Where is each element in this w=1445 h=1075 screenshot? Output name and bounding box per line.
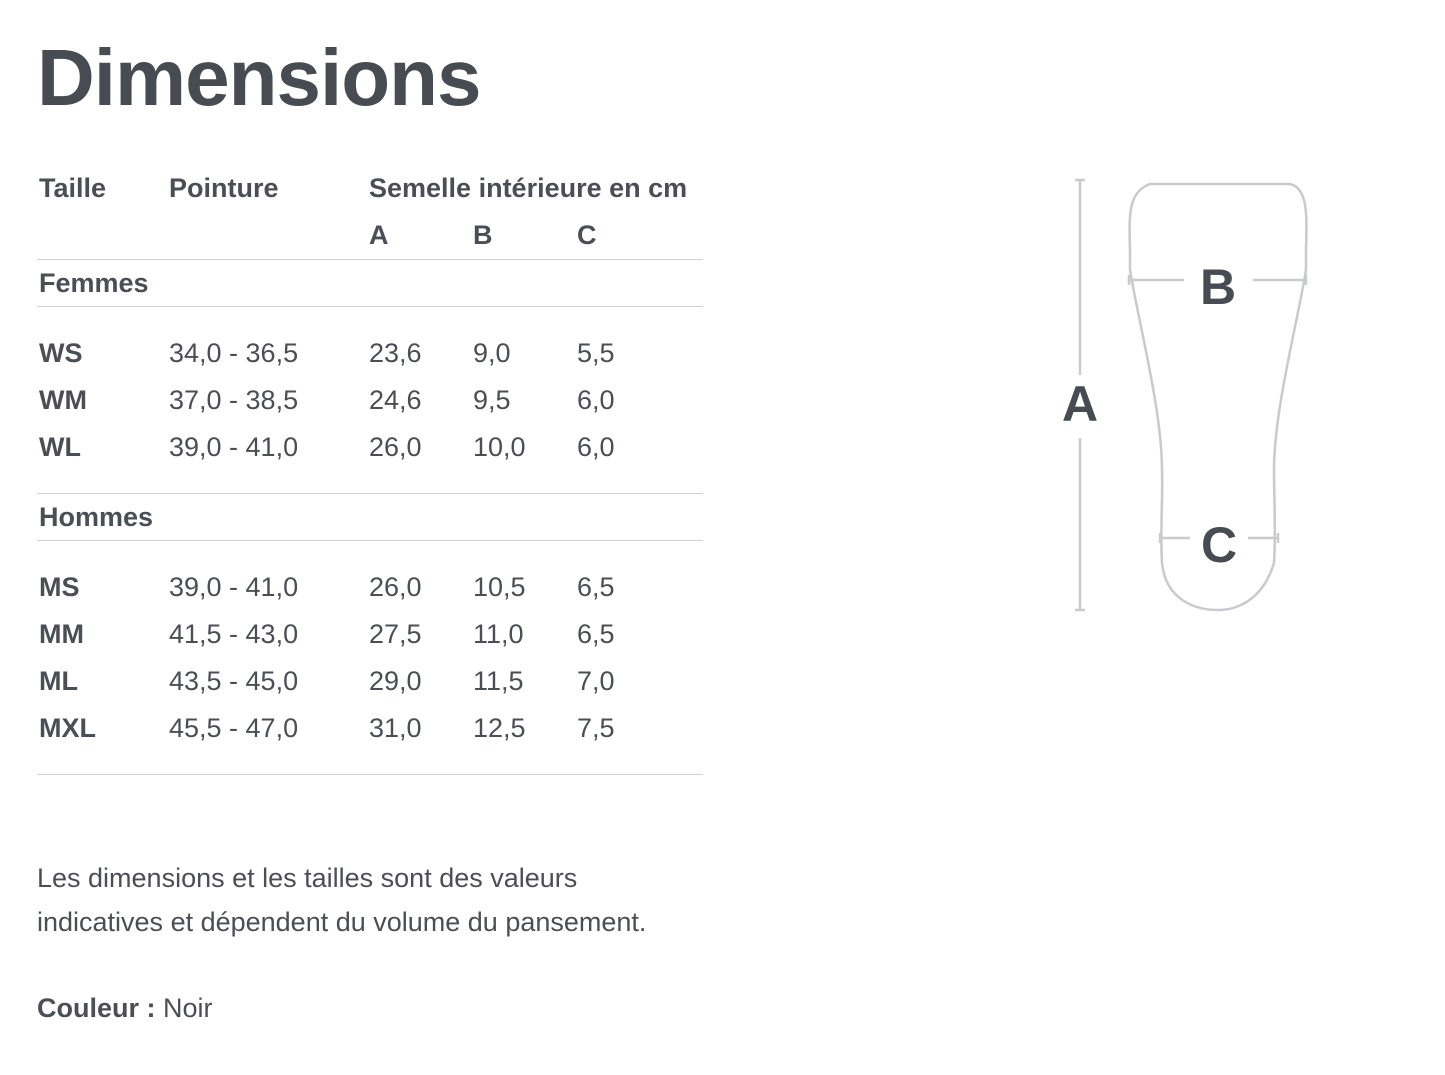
- insole-diagram: [1040, 170, 1330, 620]
- shoe-cell: 41,5 - 43,0: [169, 619, 299, 649]
- a-cell: 24,6: [369, 385, 422, 415]
- group-label: Femmes: [37, 260, 703, 307]
- table-subheader-row: [37, 212, 703, 260]
- table-header-row: [37, 165, 703, 212]
- c-cell: 6,0: [577, 432, 615, 462]
- size-cell: MS: [39, 572, 80, 602]
- table-row: [37, 705, 703, 752]
- size-note: Les dimensions et les tailles sont des valeurs indicatives et dépendent du volume du pansement.: [37, 863, 647, 937]
- table-row: [37, 658, 703, 705]
- shoe-cell: 34,0 - 36,5: [169, 338, 299, 368]
- c-cell: 6,5: [577, 572, 615, 602]
- shoe-cell: 45,5 - 47,0: [169, 713, 299, 743]
- diagram-label-b: B: [1199, 259, 1237, 315]
- table-row: [37, 424, 703, 471]
- c-cell: 7,0: [577, 666, 615, 696]
- size-cell: WM: [39, 385, 87, 415]
- header-a: A: [367, 212, 471, 260]
- shoe-cell: 43,5 - 45,0: [169, 666, 299, 696]
- size-cell: MM: [39, 619, 84, 649]
- size-cell: WS: [39, 338, 83, 368]
- a-cell: 26,0: [369, 432, 422, 462]
- a-cell: 31,0: [369, 713, 422, 743]
- b-cell: 12,5: [473, 713, 526, 743]
- diagram-label-c: C: [1200, 517, 1238, 573]
- color-label: Couleur :: [37, 993, 156, 1023]
- table-row: [37, 330, 703, 377]
- c-cell: 7,5: [577, 713, 615, 743]
- size-cell: MXL: [39, 713, 96, 743]
- page-title: Dimensions: [37, 33, 481, 122]
- header-c: C: [575, 212, 703, 260]
- header-b: B: [471, 212, 575, 260]
- b-cell: 11,5: [473, 666, 524, 696]
- size-table: [37, 165, 703, 775]
- a-cell: 27,5: [369, 619, 422, 649]
- a-cell: 29,0: [369, 666, 422, 696]
- shoe-cell: 39,0 - 41,0: [169, 572, 299, 602]
- b-cell: 10,5: [473, 572, 526, 602]
- header-insole: Semelle intérieure en cm: [369, 173, 688, 203]
- group-row-men: [37, 494, 703, 541]
- size-cell: WL: [39, 432, 81, 462]
- shoe-cell: 37,0 - 38,5: [169, 385, 299, 415]
- b-cell: 10,0: [473, 432, 526, 462]
- a-cell: 23,6: [369, 338, 422, 368]
- diagram-label-a: A: [1061, 376, 1099, 432]
- b-cell: 9,0: [473, 338, 511, 368]
- c-cell: 6,5: [577, 619, 615, 649]
- group-label: Hommes: [37, 494, 703, 541]
- size-cell: ML: [39, 666, 78, 696]
- color-info: [37, 987, 213, 1031]
- shoe-cell: 39,0 - 41,0: [169, 432, 299, 462]
- c-cell: 5,5: [577, 338, 615, 368]
- header-size: Taille: [39, 173, 107, 203]
- table-row: [37, 377, 703, 424]
- a-cell: 26,0: [369, 572, 422, 602]
- table-row: [37, 611, 703, 658]
- b-cell: 11,0: [473, 619, 524, 649]
- b-cell: 9,5: [473, 385, 511, 415]
- group-row-women: [37, 260, 703, 307]
- color-value: Noir: [163, 993, 213, 1023]
- header-shoe-size: Pointure: [169, 173, 279, 203]
- table-row: [37, 564, 703, 611]
- c-cell: 6,0: [577, 385, 615, 415]
